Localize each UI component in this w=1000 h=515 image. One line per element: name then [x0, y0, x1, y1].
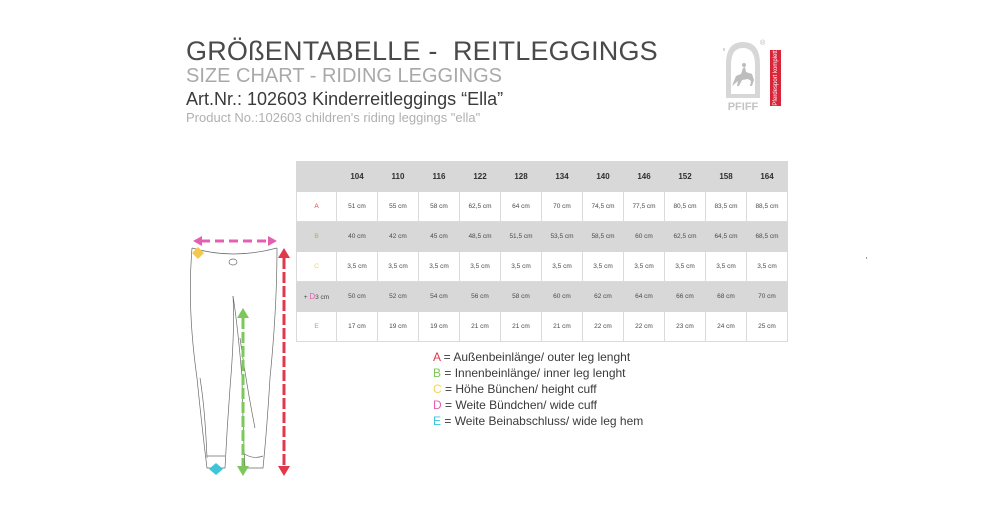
table-cell: 68 cm — [706, 282, 747, 312]
legend-text: = Weite Beinabschluss/ wide leg hem — [441, 414, 644, 428]
table-cell: 45 cm — [419, 222, 460, 252]
stirrup-rider-logo-icon — [718, 38, 768, 113]
table-cell: 3,5 cm — [542, 252, 583, 282]
size-header: 116 — [419, 162, 460, 192]
table-cell: 19 cm — [419, 312, 460, 342]
table-cell: 60 cm — [624, 222, 665, 252]
table-cell: 70 cm — [542, 192, 583, 222]
size-header: 140 — [583, 162, 624, 192]
stray-mark — [866, 257, 867, 259]
logo-brand-text: PFIFF — [727, 101, 759, 113]
table-header-row — [297, 162, 788, 192]
legend-item-b — [433, 365, 643, 381]
legend-letter: B — [433, 366, 442, 380]
table-row — [297, 222, 788, 252]
table-cell: 56 cm — [460, 282, 501, 312]
table-cell: 3,5 cm — [337, 252, 378, 282]
table-cell: 3,5 cm — [460, 252, 501, 282]
table-cell: 22 cm — [583, 312, 624, 342]
legend-text: = Außenbeinlänge/ outer leg lenght — [440, 350, 631, 364]
row-label-d-prefix: + — [303, 294, 310, 301]
row-label-d-suffix: 3 cm — [315, 294, 330, 301]
table-cell: 80,5 cm — [665, 192, 706, 222]
size-header: 122 — [460, 162, 501, 192]
registered-mark: ® — [760, 40, 766, 47]
marker-a-icon — [278, 248, 290, 476]
table-cell: 74,5 cm — [583, 192, 624, 222]
table-cell: 3,5 cm — [378, 252, 419, 282]
table-cell: 58 cm — [419, 192, 460, 222]
article-number-en: Product No.:102603 children's riding leggings "ella" — [186, 110, 481, 125]
table-cell: 62,5 cm — [665, 222, 706, 252]
table-cell: 66 cm — [665, 282, 706, 312]
table-cell: 51 cm — [337, 192, 378, 222]
table-cell: 21 cm — [542, 312, 583, 342]
legend-letter: D — [433, 398, 442, 412]
legend-item-e — [433, 413, 643, 429]
table-cell: 58,5 cm — [583, 222, 624, 252]
table-cell: 52 cm — [378, 282, 419, 312]
table-cell: 3,5 cm — [583, 252, 624, 282]
marker-e-icon — [209, 463, 223, 475]
table-cell: 64 cm — [624, 282, 665, 312]
brand-logo — [718, 38, 788, 113]
table-cell: 23 cm — [665, 312, 706, 342]
size-header: 134 — [542, 162, 583, 192]
page-title: GRÖßENTABELLE - REITLEGGINGS — [186, 36, 658, 66]
table-cell: 64 cm — [501, 192, 542, 222]
table-corner-cell — [297, 162, 337, 192]
table-row — [297, 312, 788, 342]
measurement-legend — [433, 349, 643, 429]
table-cell: 50 cm — [337, 282, 378, 312]
table-row — [297, 192, 788, 222]
table-cell: 3,5 cm — [747, 252, 788, 282]
size-header: 104 — [337, 162, 378, 192]
table-cell: 3,5 cm — [501, 252, 542, 282]
table-row — [297, 282, 788, 312]
table-cell: 19 cm — [378, 312, 419, 342]
header — [186, 36, 658, 126]
table-cell: 3,5 cm — [624, 252, 665, 282]
row-label-d-letter: D — [309, 292, 316, 301]
table-cell: 3,5 cm — [706, 252, 747, 282]
table-cell: 40 cm — [337, 222, 378, 252]
table-cell: 53,5 cm — [542, 222, 583, 252]
size-header: 152 — [665, 162, 706, 192]
article-number-de: Art.Nr.: 102603 Kinderreitleggings “Ella” — [186, 89, 504, 109]
table-cell: 54 cm — [419, 282, 460, 312]
table-cell: 3,5 cm — [665, 252, 706, 282]
table-cell: 88,5 cm — [747, 192, 788, 222]
table-cell: 21 cm — [501, 312, 542, 342]
row-label-d — [297, 282, 337, 312]
page-subtitle: SIZE CHART - RIDING LEGGINGS — [186, 65, 502, 87]
legend-item-c — [433, 381, 643, 397]
legend-letter: A — [433, 350, 441, 364]
size-header: 164 — [747, 162, 788, 192]
marker-b-icon — [237, 308, 249, 476]
table-cell: 70 cm — [747, 282, 788, 312]
table-cell: 25 cm — [747, 312, 788, 342]
table-cell: 55 cm — [378, 192, 419, 222]
table-row — [297, 252, 788, 282]
table-cell: 58 cm — [501, 282, 542, 312]
row-label-c: C — [297, 252, 337, 282]
size-header: 158 — [706, 162, 747, 192]
table-cell: 64,5 cm — [706, 222, 747, 252]
table-cell: 62 cm — [583, 282, 624, 312]
size-header: 128 — [501, 162, 542, 192]
size-table — [296, 161, 788, 342]
table-cell: 83,5 cm — [706, 192, 747, 222]
legend-text: = Innenbeinlänge/ inner leg lenght — [441, 366, 626, 380]
legend-item-a — [433, 349, 643, 365]
logo-banner — [770, 50, 781, 106]
leggings-outline-icon — [190, 248, 277, 468]
marker-d-icon — [193, 236, 277, 246]
legend-letter: E — [433, 414, 442, 428]
legend-text: = Weite Bündchen/ wide cuff — [441, 398, 597, 412]
table-cell: 68,5 cm — [747, 222, 788, 252]
legend-text: = Höhe Bünchen/ height cuff — [441, 382, 597, 396]
table-cell: 3,5 cm — [419, 252, 460, 282]
table-cell: 51,5 cm — [501, 222, 542, 252]
table-cell: 17 cm — [337, 312, 378, 342]
table-cell: 24 cm — [706, 312, 747, 342]
row-label-a: A — [297, 192, 337, 222]
logo-banner-text: Pferdesport komplett — [772, 50, 779, 106]
row-label-b: B — [297, 222, 337, 252]
table-cell: 62,5 cm — [460, 192, 501, 222]
legend-letter: C — [433, 382, 442, 396]
table-cell: 21 cm — [460, 312, 501, 342]
table-cell: 22 cm — [624, 312, 665, 342]
table-cell: 60 cm — [542, 282, 583, 312]
legend-item-d — [433, 397, 643, 413]
table-cell: 42 cm — [378, 222, 419, 252]
size-header: 146 — [624, 162, 665, 192]
row-label-e: E — [297, 312, 337, 342]
table-cell: 77,5 cm — [624, 192, 665, 222]
leggings-illustration — [185, 228, 295, 483]
size-header: 110 — [378, 162, 419, 192]
table-cell: 48,5 cm — [460, 222, 501, 252]
